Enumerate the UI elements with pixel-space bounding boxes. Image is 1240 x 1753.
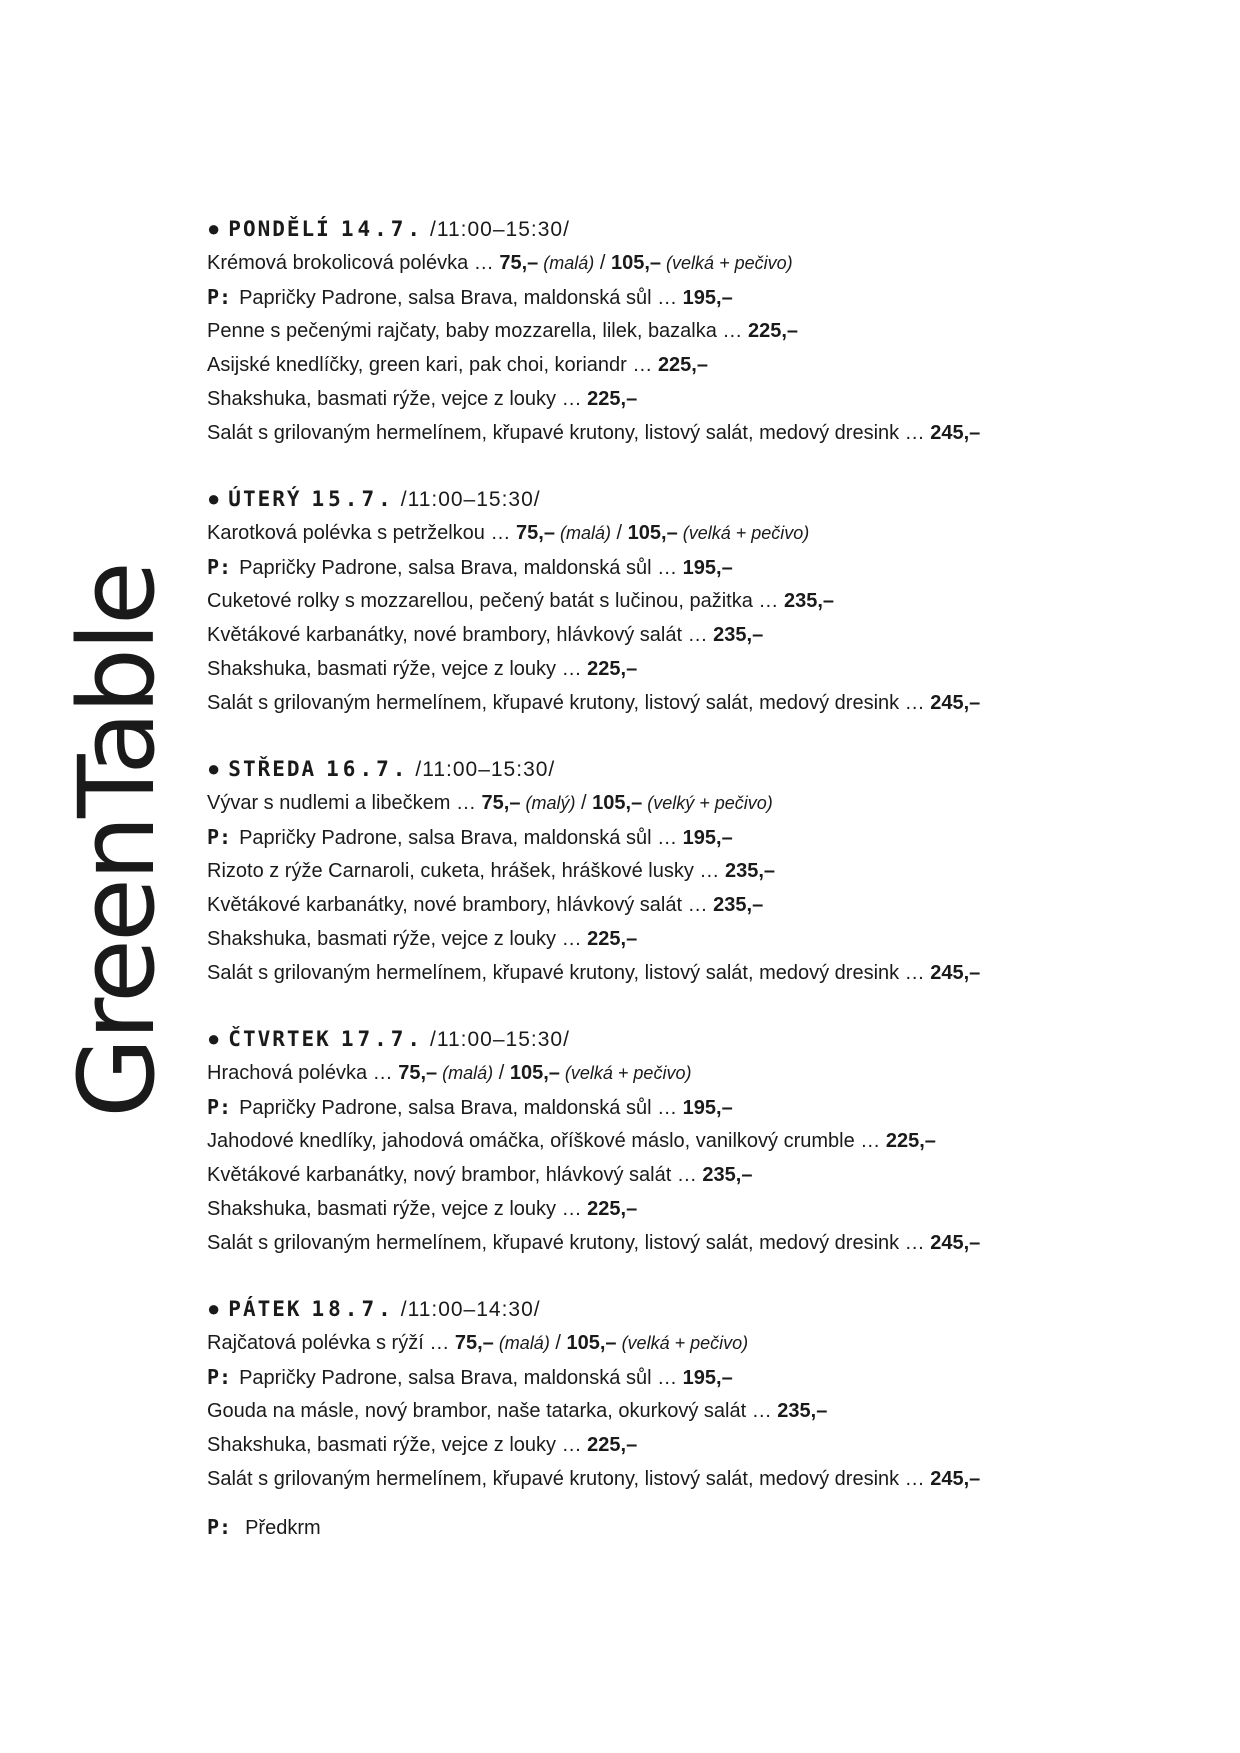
legend — [207, 1510, 321, 1544]
item-text: Shakshuka, basmati rýže, vejce z louky … — [207, 658, 588, 680]
day-date: 18.7. — [311, 1297, 395, 1321]
item-price: 245,– — [930, 692, 981, 714]
bullet-icon: ● — [207, 756, 221, 781]
day-section-wednesday — [207, 752, 1197, 990]
item-prefix: P: — [207, 555, 232, 579]
item-text: Salát s grilovaným hermelínem, křupavé krutony, listový salát, medový dresink … — [207, 692, 931, 714]
menu-item — [207, 550, 1197, 584]
menu-item — [207, 280, 1197, 314]
menu-item-soup — [207, 246, 1197, 280]
day-name: PÁTEK — [228, 1297, 302, 1321]
item-price: 195,– — [682, 557, 733, 579]
item-text: Krémová brokolicová polévka … — [207, 252, 500, 274]
item-price-large: 105,– — [592, 792, 643, 814]
menu-item-soup — [207, 1056, 1197, 1090]
day-section-tuesday — [207, 482, 1197, 720]
price-separator: / — [549, 1332, 567, 1354]
day-date: 16.7. — [326, 757, 410, 781]
menu-item — [207, 584, 1197, 618]
price-separator: / — [493, 1062, 510, 1084]
item-note-large: (velká + pečivo) — [661, 253, 793, 273]
item-text: Penne s pečenými rajčaty, baby mozzarella, lilek, bazalka … — [207, 320, 748, 342]
day-hours: /11:00–15:30/ — [430, 218, 570, 241]
menu-item — [207, 416, 1197, 450]
item-price: 235,– — [777, 1400, 828, 1422]
item-text: Salát s grilovaným hermelínem, křupavé krutony, listový salát, medový dresink … — [207, 1232, 931, 1254]
item-note-large: (velký + pečivo) — [642, 793, 773, 813]
menu-item-soup — [207, 1326, 1197, 1360]
day-date: 15.7. — [311, 487, 395, 511]
item-prefix: P: — [207, 1095, 232, 1119]
menu-item-soup — [207, 516, 1197, 550]
item-text: Jahodové knedlíky, jahodová omáčka, oříškové máslo, vanilkový crumble … — [207, 1130, 886, 1152]
item-price: 225,– — [885, 1130, 936, 1152]
item-price: 235,– — [713, 894, 764, 916]
item-price-large: 105,– — [610, 252, 662, 274]
item-text: Shakshuka, basmati rýže, vejce z louky … — [207, 1434, 588, 1456]
day-header — [207, 482, 1197, 516]
item-note: (malá) — [437, 1063, 494, 1083]
item-price: 225,– — [587, 928, 638, 950]
item-price-large: 105,– — [627, 522, 678, 544]
item-text: Rajčatová polévka s rýží … — [207, 1332, 455, 1354]
legend-text: Předkrm — [245, 1517, 321, 1539]
item-price: 225,– — [587, 388, 638, 410]
item-price: 75,– — [499, 252, 539, 274]
item-text: Květákové karbanátky, nové brambory, hlávkový salát … — [207, 894, 714, 916]
bullet-icon: ● — [207, 1296, 221, 1321]
menu-item — [207, 382, 1197, 416]
item-price: 245,– — [930, 1468, 981, 1490]
menu-item — [207, 820, 1197, 854]
item-note: (malá) — [493, 1333, 550, 1353]
day-date: 14.7. — [340, 217, 425, 241]
item-price: 225,– — [587, 1198, 638, 1220]
day-hours: /11:00–14:30/ — [400, 1298, 541, 1321]
day-header — [207, 212, 1197, 246]
item-price: 225,– — [587, 1434, 638, 1456]
item-price: 235,– — [713, 624, 764, 646]
menu-item — [207, 652, 1197, 686]
menu-item — [207, 956, 1197, 990]
item-text: Shakshuka, basmati rýže, vejce z louky … — [207, 388, 588, 410]
menu-item — [207, 1428, 1197, 1462]
item-price: 195,– — [682, 287, 733, 309]
item-note: (malá) — [554, 523, 611, 543]
item-text: Salát s grilovaným hermelínem, křupavé krutony, listový salát, medový dresink … — [207, 422, 931, 444]
day-header — [207, 752, 1197, 786]
item-note-large: (velká + pečivo) — [559, 1063, 692, 1083]
legend-prefix: P: — [207, 1515, 232, 1539]
item-price: 75,– — [454, 1332, 494, 1354]
item-price: 225,– — [587, 658, 638, 680]
item-price: 195,– — [682, 1367, 733, 1389]
item-text: Papričky Padrone, salsa Brava, maldonská sůl … — [239, 1367, 683, 1389]
day-date: 17.7. — [340, 1027, 425, 1051]
item-text: Shakshuka, basmati rýže, vejce z louky … — [207, 928, 588, 950]
item-text: Papričky Padrone, salsa Brava, maldonská sůl … — [239, 557, 683, 579]
day-header — [207, 1022, 1197, 1056]
day-name: PONDĚLÍ — [228, 217, 331, 241]
day-hours: /11:00–15:30/ — [415, 758, 556, 781]
item-text: Gouda na másle, nový brambor, naše tatarka, okurkový salát … — [207, 1400, 778, 1422]
item-note-large: (velká + pečivo) — [616, 1333, 749, 1353]
item-text: Cuketové rolky s mozzarellou, pečený batát s lučinou, pažitka … — [207, 590, 784, 612]
item-price: 225,– — [748, 320, 799, 342]
day-name: STŘEDA — [228, 757, 317, 781]
menu-item — [207, 1192, 1197, 1226]
item-price-large: 105,– — [566, 1332, 617, 1354]
day-section-thursday — [207, 1022, 1197, 1260]
item-price: 235,– — [702, 1164, 753, 1186]
price-separator: / — [611, 522, 628, 544]
item-note-large: (velká + pečivo) — [677, 523, 810, 543]
item-text: Papričky Padrone, salsa Brava, maldonská sůl … — [239, 1097, 683, 1119]
day-name: ČTVRTEK — [228, 1027, 331, 1051]
item-price: 235,– — [724, 860, 776, 882]
item-text: Salát s grilovaným hermelínem, křupavé krutony, listový salát, medový dresink … — [207, 1468, 931, 1490]
menu-item — [207, 1462, 1197, 1496]
day-section-friday — [207, 1292, 1197, 1496]
item-price-large: 105,– — [509, 1062, 560, 1084]
item-text: Rizoto z rýže Carnaroli, cuketa, hrášek, hráškové lusky … — [207, 860, 725, 882]
weekly-menu — [207, 212, 1197, 1528]
day-name: ÚTERÝ — [228, 487, 302, 511]
item-price: 195,– — [682, 1097, 733, 1119]
price-separator: / — [594, 252, 611, 274]
item-prefix: P: — [207, 825, 232, 849]
item-price: 75,– — [398, 1062, 438, 1084]
item-text: Papričky Padrone, salsa Brava, maldonská sůl … — [239, 827, 683, 849]
item-text: Květákové karbanátky, nové brambory, hlávkový salát … — [207, 624, 714, 646]
day-header — [207, 1292, 1197, 1326]
bullet-icon: ● — [207, 1026, 221, 1051]
menu-item — [207, 348, 1197, 382]
item-prefix: P: — [207, 1365, 232, 1389]
item-text: Salát s grilovaným hermelínem, křupavé krutony, listový salát, medový dresink … — [207, 962, 931, 984]
day-hours: /11:00–15:30/ — [400, 488, 541, 511]
item-text: Asijské knedlíčky, green kari, pak choi, koriandr … — [207, 354, 658, 376]
item-prefix: P: — [207, 285, 232, 309]
menu-item — [207, 888, 1197, 922]
menu-item — [207, 1394, 1197, 1428]
item-text: Hrachová polévka … — [207, 1062, 399, 1084]
item-price: 195,– — [682, 827, 733, 849]
item-note: (malá) — [538, 253, 595, 273]
menu-item — [207, 1158, 1197, 1192]
menu-item — [207, 1090, 1197, 1124]
menu-item — [207, 1124, 1197, 1158]
day-hours: /11:00–15:30/ — [430, 1028, 570, 1051]
item-text: Papričky Padrone, salsa Brava, maldonská sůl … — [239, 287, 683, 309]
bullet-icon: ● — [207, 216, 221, 241]
item-text: Květákové karbanátky, nový brambor, hlávkový salát … — [207, 1164, 703, 1186]
menu-item-soup — [207, 786, 1197, 820]
menu-item — [207, 618, 1197, 652]
item-price: 225,– — [657, 354, 708, 376]
item-price: 235,– — [783, 590, 835, 612]
item-price: 245,– — [930, 422, 981, 444]
menu-item — [207, 686, 1197, 720]
item-price: 75,– — [516, 522, 555, 544]
menu-item — [207, 1360, 1197, 1394]
menu-item — [207, 314, 1197, 348]
item-text: Vývar s nudlemi a libečkem … — [207, 792, 482, 814]
menu-item — [207, 922, 1197, 956]
item-price: 75,– — [481, 792, 521, 814]
bullet-icon: ● — [207, 486, 221, 511]
brand-logo: GreenTable — [56, 564, 178, 1118]
price-separator: / — [575, 792, 593, 814]
menu-item — [207, 1226, 1197, 1260]
item-price: 245,– — [930, 1232, 981, 1254]
item-text: Karotková polévka s petrželkou … — [207, 522, 517, 544]
item-note: (malý) — [520, 793, 576, 813]
item-text: Shakshuka, basmati rýže, vejce z louky … — [207, 1198, 588, 1220]
day-section-monday — [207, 212, 1197, 450]
menu-item — [207, 854, 1197, 888]
item-price: 245,– — [930, 962, 981, 984]
